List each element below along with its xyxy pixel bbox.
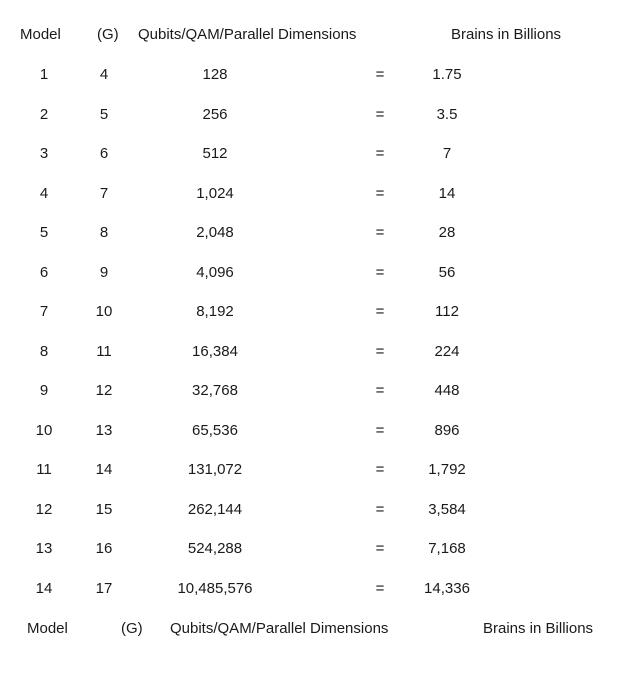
cell-equals: = (375, 145, 385, 162)
cell-equals: = (375, 422, 385, 439)
cell-model: 1 (39, 66, 49, 83)
cell-model: 11 (36, 461, 52, 478)
cell-g: 5 (99, 106, 109, 123)
cell-qubits: 8,192 (196, 303, 234, 320)
header-top-model: Model (20, 26, 61, 43)
cell-equals: = (375, 303, 385, 320)
cell-model: 13 (35, 540, 53, 557)
cell-g: 6 (99, 145, 109, 162)
cell-model: 12 (35, 501, 53, 518)
cell-model: 10 (35, 422, 53, 439)
cell-qubits: 131,072 (187, 461, 243, 478)
cell-brains: 3,584 (428, 501, 466, 518)
cell-qubits: 32,768 (192, 382, 238, 399)
cell-brains: 448 (434, 382, 460, 399)
cell-g: 9 (99, 264, 109, 281)
cell-qubits: 16,384 (192, 343, 238, 360)
cell-model: 4 (39, 185, 49, 202)
header-bottom-brains: Brains in Billions (483, 620, 594, 637)
cell-brains: 14,336 (424, 580, 470, 597)
cell-equals: = (375, 540, 385, 557)
cell-equals: = (375, 224, 385, 241)
header-bottom-qubits: Qubits/QAM/Parallel Dimensions (170, 620, 389, 637)
cell-brains: 112 (435, 303, 459, 320)
cell-qubits: 256 (202, 106, 228, 123)
cell-brains: 56 (438, 264, 456, 281)
cell-brains: 7 (442, 145, 452, 162)
cell-brains: 14 (438, 185, 456, 202)
cell-equals: = (375, 343, 385, 360)
cell-g: 17 (95, 580, 113, 597)
cell-equals: = (375, 106, 385, 123)
cell-model: 2 (39, 106, 49, 123)
cell-g: 8 (99, 224, 109, 241)
cell-qubits: 512 (202, 145, 228, 162)
cell-brains: 7,168 (428, 540, 466, 557)
cell-qubits: 2,048 (196, 224, 234, 241)
cell-equals: = (375, 66, 385, 83)
cell-g: 10 (95, 303, 113, 320)
cell-brains: 1,792 (428, 461, 466, 478)
cell-g: 11 (96, 343, 112, 360)
cell-brains: 896 (434, 422, 460, 439)
cell-equals: = (375, 382, 385, 399)
header-top-qubits: Qubits/QAM/Parallel Dimensions (138, 26, 357, 43)
cell-equals: = (375, 185, 385, 202)
cell-equals: = (375, 461, 385, 478)
cell-model: 8 (39, 343, 49, 360)
cell-g: 14 (95, 461, 113, 478)
cell-model: 5 (39, 224, 49, 241)
header-top-brains: Brains in Billions (451, 26, 562, 43)
cell-qubits: 65,536 (192, 422, 238, 439)
cell-brains: 1.75 (432, 66, 462, 83)
cell-g: 13 (95, 422, 113, 439)
cell-qubits: 1,024 (196, 185, 234, 202)
cell-brains: 3.5 (436, 106, 458, 123)
cell-qubits: 524,288 (187, 540, 243, 557)
cell-brains: 28 (438, 224, 456, 241)
header-bottom-g: (G) (121, 620, 143, 637)
cell-model: 9 (39, 382, 49, 399)
cell-qubits: 262,144 (187, 501, 243, 518)
cell-qubits: 4,096 (196, 264, 234, 281)
cell-equals: = (375, 501, 385, 518)
cell-model: 14 (35, 580, 53, 597)
cell-brains: 224 (434, 343, 460, 360)
cell-qubits: 128 (202, 66, 228, 83)
header-bottom-model: Model (27, 620, 68, 637)
header-top-g: (G) (97, 26, 119, 43)
cell-g: 15 (95, 501, 113, 518)
cell-qubits: 10,485,576 (177, 580, 253, 597)
cell-g: 4 (99, 66, 109, 83)
cell-g: 16 (95, 540, 113, 557)
cell-equals: = (375, 580, 385, 597)
cell-g: 12 (95, 382, 113, 399)
cell-model: 3 (39, 145, 49, 162)
cell-model: 6 (39, 264, 49, 281)
cell-model: 7 (39, 303, 49, 320)
cell-equals: = (375, 264, 385, 281)
cell-g: 7 (99, 185, 109, 202)
